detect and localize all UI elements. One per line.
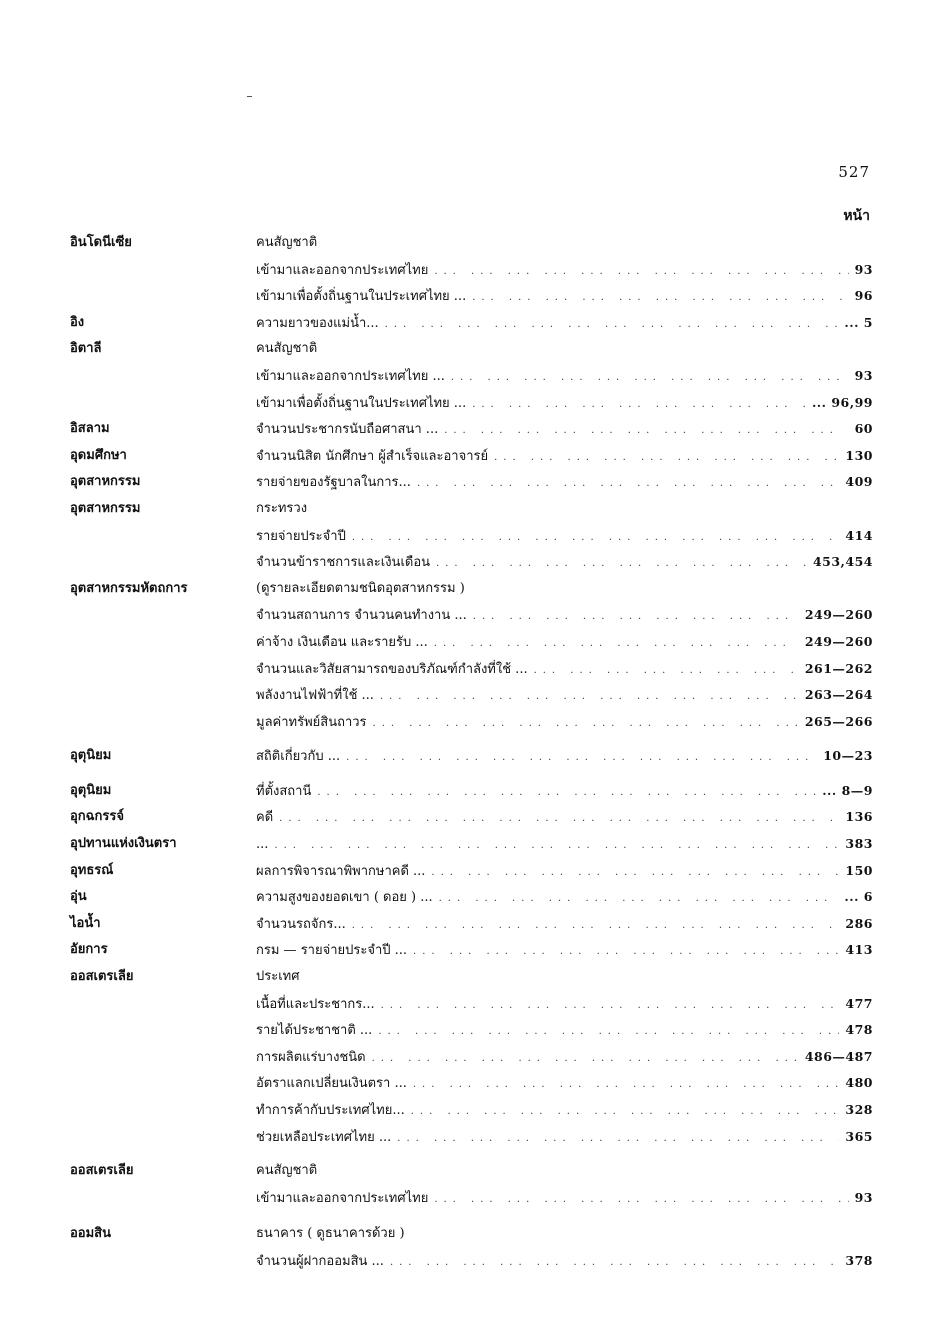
index-entry-row xyxy=(0,629,941,656)
entry-label: พลังงานไฟฟ้าที่ใช้ ... xyxy=(256,688,374,704)
index-entry xyxy=(256,937,873,966)
entry-page-number: 413 xyxy=(845,942,873,958)
index-entry xyxy=(256,743,873,772)
entry-page-number: 130 xyxy=(845,447,873,463)
index-entry xyxy=(256,390,873,419)
entry-label: ช่วยเหลือประเทศไทย ... xyxy=(256,1129,392,1145)
index-subheading: คนสัญชาติ xyxy=(256,235,318,250)
entry-label: เข้ามาเพื่อตั้งถิ่นฐานในประเทศไทย ... xyxy=(256,289,467,305)
index-entry xyxy=(256,443,873,472)
entry-label: เข้ามาและออกจากประเทศไทย ... xyxy=(256,368,445,384)
index-entry-row xyxy=(0,831,941,858)
index-group xyxy=(0,416,941,443)
dot-leader xyxy=(413,939,839,966)
entry-page-number: 136 xyxy=(845,809,873,825)
entry-label: ค่าจ้าง เงินเดือน และรายรับ ... xyxy=(256,634,428,650)
index-entry-row xyxy=(0,257,941,284)
entry-page-number: ... 96,99 xyxy=(811,394,873,410)
index-entry xyxy=(256,310,873,339)
entry-page-number: ... 8—9 xyxy=(822,782,873,798)
dot-leader xyxy=(434,1187,848,1214)
index-entry-row xyxy=(0,804,941,831)
entry-page-number: 477 xyxy=(845,995,873,1011)
index-term: อุตสาหกรรม xyxy=(70,500,141,516)
index-group xyxy=(0,469,941,496)
dot-leader xyxy=(413,1072,840,1099)
entry-label: ทำการค้ากับประเทศไทย... xyxy=(256,1103,405,1118)
entry-page-number: 249—260 xyxy=(804,633,873,649)
entry-page-number: 263—264 xyxy=(804,687,873,703)
index-heading-row xyxy=(0,964,941,991)
index-entry-row xyxy=(0,911,941,938)
index-entry-row xyxy=(0,390,941,417)
index-entry xyxy=(256,1017,873,1046)
dot-leader xyxy=(436,551,807,578)
dot-leader xyxy=(385,312,839,339)
dot-leader xyxy=(434,631,799,658)
index-entry xyxy=(256,709,873,738)
index-entry-row xyxy=(0,884,941,911)
entry-label: เข้ามาเพื่อตั้งถิ่นฐานในประเทศไทย ... xyxy=(256,395,467,411)
dot-leader xyxy=(451,365,849,392)
entry-page-number: 414 xyxy=(845,527,873,543)
entry-label: จำนวนสถานการ จำนวนคนทำงาน ... xyxy=(256,608,467,624)
index-group xyxy=(0,911,941,938)
entry-label: ... xyxy=(256,837,269,853)
entry-label: จำนวนและวิสัยสามารถของบริภัณฑ์กำลังที่ใช้ ... xyxy=(256,661,528,677)
index-entry xyxy=(256,549,873,578)
index-entry xyxy=(256,523,873,552)
dot-leader xyxy=(381,993,840,1020)
index-entry xyxy=(256,602,873,631)
index-group xyxy=(0,496,941,576)
entry-label: รายจ่ายประจำปี xyxy=(256,528,346,544)
index-entry-row xyxy=(0,937,941,964)
entry-label: จำนวนผู้ฝากออมสิน ... xyxy=(256,1253,384,1269)
index-term: อุตุนิยม xyxy=(70,748,112,764)
index-group xyxy=(0,964,941,1150)
index-entry-row xyxy=(0,991,941,1018)
index-subheading: ธนาคาร ( ดูธนาคารด้วย ) xyxy=(256,1226,405,1242)
index-entry xyxy=(256,1097,873,1126)
index-term: อินโดนีเซีย xyxy=(70,235,132,250)
entry-page-number: 265—266 xyxy=(804,713,873,729)
dot-leader xyxy=(411,1099,840,1126)
entry-page-number: 93 xyxy=(854,367,873,383)
index-entry xyxy=(256,1070,873,1099)
dot-leader xyxy=(494,445,839,472)
index-entry-row xyxy=(0,858,941,885)
entry-label: กรม — รายจ่ายประจำปี ... xyxy=(256,943,408,959)
index-group xyxy=(0,230,941,310)
index-heading-row xyxy=(0,1221,941,1248)
dot-leader xyxy=(380,684,799,711)
entry-page-number: 365 xyxy=(845,1128,873,1144)
index-entry-row xyxy=(0,743,941,770)
entry-page-number: ... 5 xyxy=(844,314,873,330)
index-heading-row xyxy=(0,230,941,257)
index-entry xyxy=(256,283,873,312)
entry-label: เข้ามาและออกจากประเทศไทย xyxy=(256,262,429,278)
entry-label: จำนวนรถจักร... xyxy=(256,916,346,932)
dot-leader xyxy=(390,1250,839,1277)
entry-page-number: 328 xyxy=(845,1102,873,1117)
index-entry-row xyxy=(0,602,941,629)
index-term: อิง xyxy=(70,314,85,330)
index-group xyxy=(0,831,941,858)
entry-label: ความยาวของแม่น้ำ... xyxy=(256,315,379,331)
index-group xyxy=(0,1221,941,1274)
entry-page-number: 261—262 xyxy=(804,660,873,676)
entry-label: ที่ตั้งสถานี xyxy=(256,783,312,799)
stray-mark xyxy=(247,96,252,97)
index-heading-row xyxy=(0,336,941,363)
index-entry xyxy=(256,1185,873,1214)
index-term: อุ่น xyxy=(70,889,87,905)
entry-page-number: ... 6 xyxy=(844,889,873,905)
index-heading-row xyxy=(0,576,941,603)
index-heading-row xyxy=(0,496,941,523)
entry-page-number: 378 xyxy=(845,1252,873,1268)
index-entry xyxy=(256,991,873,1020)
index-term: ออสเตรเลีย xyxy=(70,969,134,985)
index-term: อิตาลี xyxy=(70,341,102,357)
index-entry xyxy=(256,804,873,833)
entry-page-number: 478 xyxy=(845,1022,873,1038)
dot-leader xyxy=(473,604,799,631)
dot-leader xyxy=(378,1019,839,1046)
index-term: ออมสิน xyxy=(70,1226,112,1242)
dot-leader xyxy=(346,745,817,772)
index-term: ไอน้ำ xyxy=(70,915,101,931)
index-group xyxy=(0,576,941,736)
index-entry-row xyxy=(0,709,941,736)
entry-label: อัตราแลกเปลี่ยนเงินตรา ... xyxy=(256,1076,407,1092)
index-term: อุกฉกรรจ์ xyxy=(70,809,124,825)
entry-label: คดี xyxy=(256,810,274,826)
index-entry xyxy=(256,629,873,658)
index-subheading: คนสัญชาติ xyxy=(256,341,318,357)
index-subheading: ประเทศ xyxy=(256,969,300,985)
dot-leader xyxy=(434,259,848,286)
index-subheading: กระทรวง xyxy=(256,500,308,516)
dot-leader xyxy=(373,711,799,738)
entry-label: จำนวนนิสิต นักศึกษา ผู้สำเร็จและอาจารย์ xyxy=(256,448,489,464)
index-group xyxy=(0,884,941,911)
entry-label: เนื้อที่และประชากร... xyxy=(256,996,375,1012)
entry-page-number: 96 xyxy=(854,288,873,304)
dot-leader xyxy=(472,392,806,419)
index-entry-row xyxy=(0,310,941,337)
index-term: อัยการ xyxy=(70,942,108,958)
index-entry-row xyxy=(0,1097,941,1124)
index-entry xyxy=(256,884,873,913)
entry-page-number: 453,454 xyxy=(812,554,873,570)
index-entry-row xyxy=(0,682,941,709)
index-entry-row xyxy=(0,523,941,550)
index-group xyxy=(0,443,941,470)
dot-leader xyxy=(352,913,840,940)
entry-label: สถิติเกี่ยวกับ ... xyxy=(256,749,341,765)
page-number: 527 xyxy=(838,163,870,181)
entry-label: ผลการพิจารณาพิพากษาคดี ... xyxy=(256,863,426,879)
dot-leader xyxy=(431,860,839,887)
index-subheading: (ดูรายละเอียดตามชนิดอุตสาหกรรม ) xyxy=(256,580,465,596)
index-entry xyxy=(256,1044,873,1073)
index-entry-row xyxy=(0,778,941,805)
entry-label: จำนวนข้าราชการและเงินเดือน xyxy=(256,555,431,571)
index-group xyxy=(0,310,941,337)
entry-label: รายได้ประชาชาติ ... xyxy=(256,1023,373,1039)
index-subheading: คนสัญชาติ xyxy=(256,1163,318,1179)
index-entry-row xyxy=(0,1124,941,1151)
dot-leader xyxy=(397,1126,839,1153)
index-entry-row xyxy=(0,443,941,470)
entry-page-number: 480 xyxy=(845,1075,873,1091)
index-term: อุทธรณ์ xyxy=(70,862,114,878)
index-entry xyxy=(256,469,873,498)
index-term: อุตสาหกรรม xyxy=(70,474,141,490)
entry-page-number: 10—23 xyxy=(823,748,873,764)
dot-leader xyxy=(317,780,816,807)
entry-page-number: 486—487 xyxy=(804,1048,873,1064)
index-term: อุปทานแห่งเงินตรา xyxy=(70,836,177,852)
index-term: ออสเตรเลีย xyxy=(70,1163,134,1179)
entry-page-number: 150 xyxy=(845,862,873,878)
index-group xyxy=(0,858,941,885)
entry-label: เข้ามาและออกจากประเทศไทย xyxy=(256,1190,429,1206)
entry-label: จำนวนประชากรนับถือศาสนา ... xyxy=(256,422,439,438)
entry-page-number: 409 xyxy=(845,474,873,490)
entry-page-number: 383 xyxy=(845,836,873,852)
index-group xyxy=(0,778,941,805)
index-entry xyxy=(256,1248,873,1277)
index-entry xyxy=(256,831,873,860)
entry-page-number: 93 xyxy=(854,1189,873,1205)
index-entry-row xyxy=(0,416,941,443)
entry-label: ความสูงของยอดเขา ( ดอย ) ... xyxy=(256,890,433,906)
index-group xyxy=(0,1158,941,1211)
index-term: อิสลาม xyxy=(70,421,110,437)
page-column-heading: หน้า xyxy=(843,208,870,224)
dot-leader xyxy=(279,806,839,833)
index-entry xyxy=(256,682,873,711)
index-entry-row xyxy=(0,1044,941,1071)
index-group xyxy=(0,804,941,831)
index-entry-row xyxy=(0,363,941,390)
dot-leader xyxy=(274,833,839,860)
index-term: อุตุนิยม xyxy=(70,782,112,798)
index-entry xyxy=(256,416,873,445)
index-entry-row xyxy=(0,1070,941,1097)
entry-page-number: 249—260 xyxy=(804,607,873,623)
index-term: อุดมศึกษา xyxy=(70,447,127,463)
index-group xyxy=(0,336,941,416)
index-entry-row xyxy=(0,1017,941,1044)
index-entry-row xyxy=(0,283,941,310)
dot-leader xyxy=(534,658,799,685)
entry-label: รายจ่ายของรัฐบาลในการ... xyxy=(256,475,411,491)
dot-leader xyxy=(439,886,839,913)
index-term: อุตสาหกรรมหัตถการ xyxy=(70,580,188,596)
entry-page-number: 286 xyxy=(845,915,873,931)
index-entry-row xyxy=(0,1248,941,1275)
dot-leader xyxy=(352,525,840,552)
index-entry xyxy=(256,363,873,392)
index-entry-row xyxy=(0,656,941,683)
index-entry xyxy=(256,656,873,685)
index-entry-row xyxy=(0,549,941,576)
dot-leader xyxy=(472,285,848,312)
dot-leader xyxy=(444,418,848,445)
entry-label: การผลิตแร่บางชนิด xyxy=(256,1049,366,1065)
dot-leader xyxy=(372,1046,799,1073)
index-entry xyxy=(256,1124,873,1153)
index-group xyxy=(0,937,941,964)
dot-leader xyxy=(417,471,839,498)
index-heading-row xyxy=(0,1158,941,1185)
index-entry-row xyxy=(0,469,941,496)
index-list xyxy=(0,230,941,1275)
index-entry xyxy=(256,858,873,887)
entry-label: มูลค่าทรัพย์สินถาวร xyxy=(256,714,367,730)
entry-page-number: 93 xyxy=(854,261,873,277)
entry-page-number: 60 xyxy=(854,421,873,437)
index-entry xyxy=(256,257,873,286)
index-entry xyxy=(256,778,873,807)
index-entry-row xyxy=(0,1185,941,1212)
index-group xyxy=(0,743,941,770)
index-entry xyxy=(256,911,873,940)
